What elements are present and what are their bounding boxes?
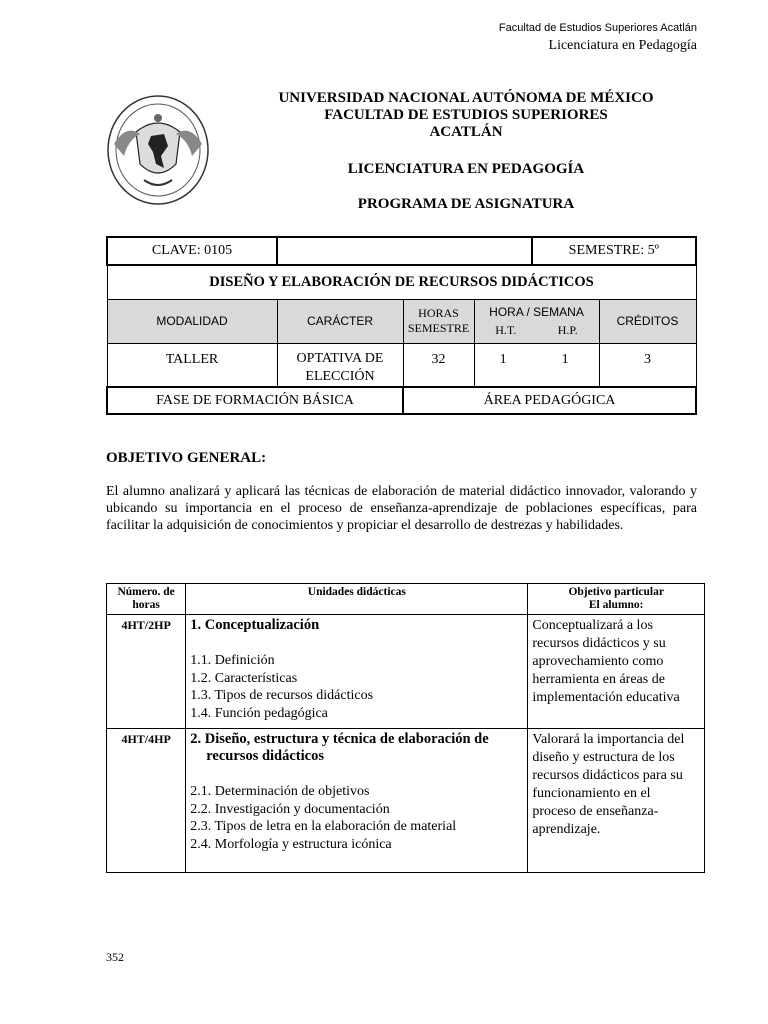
value-caracter [277,343,403,387]
campus-name: ACATLÁN [429,124,503,140]
unit2-objective-line: diseño y estructura de los [532,750,675,765]
units-header-hours [107,584,186,615]
objetivo-heading: OBJETIVO GENERAL: [106,450,267,466]
unit2-objective-line: proceso de enseñanza- [532,804,659,819]
value-hp: 1 [532,343,599,387]
header-horas-line2: SEMESTRE [407,321,470,335]
units-header-objective-line1: Objetivo particular [568,586,664,598]
units-header-objective [528,584,705,615]
value-ht: 1 [474,343,532,387]
value-caracter-line1: OPTATIVA DE [296,350,384,366]
value-caracter-line2: ELECCIÓN [305,368,375,384]
header-hp: H.P. [557,323,578,337]
unit1-item: 1.2. Características [190,670,298,686]
page-number: 352 [106,950,124,964]
unit1-objective-line: implementación educativa [532,690,680,705]
unit2-objective [528,729,705,873]
unit1-content [186,615,528,729]
semestre-cell: SEMESTRE: 5º [532,237,696,265]
units-table [106,583,705,873]
header-ht: H.T. [495,323,517,337]
units-header-hours-line2: horas [132,599,160,611]
header-creditos: CRÉDITOS [599,299,696,343]
header-modalidad: MODALIDAD [107,299,277,343]
university-name: UNIVERSIDAD NACIONAL AUTÓNOMA DE MÉXICO [278,90,654,106]
objetivo-text: El alumno analizará y aplicará las técnicas de elaboración de material didáctico innovador, valorando y ubicando su importancia en el proceso de enseñanza-aprendizaje de poblaciones específicas, para facilitar la adquisición de conocimientos y propiciar el desarrollo de destrezas y habilidades. [106,484,697,533]
header-degree: Licenciatura en Pedagogía [548,38,697,53]
unit1-objective-line: herramienta en áreas de [532,672,665,687]
blank-cell [277,237,532,265]
unit1-objective-line: recursos didácticos y su [532,636,666,651]
degree-title: LICENCIATURA EN PEDAGOGÍA [347,161,585,177]
unit1-item: 1.3. Tipos de recursos didácticos [190,688,374,703]
unit1-title: 1. Conceptualización [190,617,320,633]
header-faculty: Facultad de Estudios Superiores Acatlán [498,22,697,34]
unit1-hours: 4HT/2HP [107,615,186,729]
unit1-objective [528,615,705,729]
clave-cell: CLAVE: 0105 [107,237,277,265]
value-horas: 32 [403,343,474,387]
header-horas [403,299,474,343]
title-university-block [200,90,732,141]
unit2-item: 2.3. Tipos de letra en la elaboración de material [190,819,457,834]
value-modalidad: TALLER [107,343,277,387]
header-ht-hp [475,321,599,339]
fase-cell: FASE DE FORMACIÓN BÁSICA [107,387,403,414]
area-cell: ÁREA PEDAGÓGICA [403,387,696,414]
unit2-objective-line: aprendizaje. [532,822,601,837]
program-title: PROGRAMA DE ASIGNATURA [357,196,575,212]
unit2-objective-line: recursos didácticos para su [532,768,683,783]
header-hora-semana-label: HORA / SEMANA [489,305,584,319]
unit2-content [186,729,528,873]
subject-title: DISEÑO Y ELABORACIÓN DE RECURSOS DIDÁCTICOS [107,265,696,299]
faculty-name: FACULTAD DE ESTUDIOS SUPERIORES [324,107,608,123]
value-creditos: 3 [599,343,696,387]
unit2-item: 2.4. Morfología y estructura icónica [190,836,392,852]
header-hora-semana [474,299,599,343]
unit2-objective-line: funcionamiento en el [532,786,651,801]
header-caracter: CARÁCTER [277,299,403,343]
unit2-hours: 4HT/4HP [107,729,186,873]
course-info-table [106,236,697,415]
unit1-item: 1.4. Función pedagógica [190,705,328,721]
units-header-objective-line2: El alumno: [588,599,644,611]
units-header-units: Unidades didácticas [186,584,528,615]
unit2-title-line1: 2. Diseño, estructura y técnica de elaboración de [190,731,489,747]
unit1-objective-line: aprovechamiento como [532,654,664,669]
unit1-objective-line: Conceptualizará a los [532,618,653,633]
units-header-hours-line1: Número. de [117,586,175,598]
unit2-item: 2.1. Determinación de objetivos [190,784,370,799]
header-horas-line1: HORAS [418,306,459,320]
unit1-item: 1.1. Definición [190,653,275,668]
unam-seal-icon [106,94,210,206]
unit2-objective-line: Valorará la importancia del [532,732,685,747]
unit2-item: 2.2. Investigación y documentación [190,801,390,817]
unit2-title-line2: recursos didácticos [206,748,324,764]
